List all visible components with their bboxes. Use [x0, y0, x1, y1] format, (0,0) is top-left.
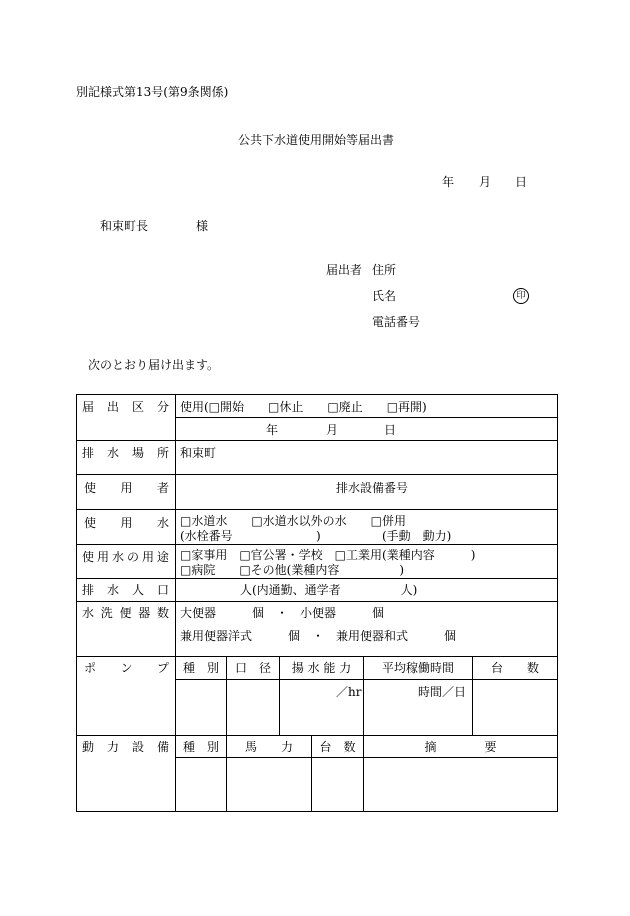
water-type-options: □水道水 □水道水以外の水 □併用	[180, 514, 407, 528]
label-water: 使 用 水	[84, 516, 169, 530]
label-power: 動 力 設 備	[82, 740, 169, 754]
purpose-options-line2: □病院 □その他(業種内容 )	[180, 563, 405, 577]
toilets-line1: 大便器 個 ・ 小便器 個	[180, 606, 385, 620]
notify-type-options: 使用(□開始 □休止 □廃止 □再開)	[180, 400, 427, 414]
date-month-label: 月	[479, 175, 492, 189]
pump-header-capacity: 揚 水 能 力	[291, 661, 352, 675]
pump-header-hours: 平均稼働時間	[381, 661, 454, 675]
phone-label: 電話番号	[372, 315, 421, 329]
label-notify-type: 届 出 区 分	[82, 400, 169, 414]
notify-month-label: 月	[326, 423, 339, 437]
water-pump-type: (手動 動力)	[382, 529, 452, 543]
label-population: 排 水 人 口	[82, 583, 169, 597]
power-header-type: 種 別	[182, 740, 219, 754]
population-value: 人(内通勤、通学者 人)	[240, 583, 418, 597]
address-label: 住所	[372, 263, 397, 277]
pump-capacity-unit: ／hr	[336, 685, 362, 699]
label-user: 使 用 者	[84, 481, 169, 495]
toilets-line2: 兼用便器洋式 個 ・ 兼用便器和式 個	[180, 629, 457, 643]
pump-hours-unit: 時間／日	[418, 685, 467, 699]
notify-year-label: 年	[266, 423, 279, 437]
water-tap-number-close: )	[316, 529, 321, 543]
applicant-label: 届出者	[326, 263, 363, 277]
intro-text: 次のとおり届け出ます。	[88, 358, 220, 372]
power-header-count: 台 数	[319, 740, 356, 754]
pump-header-count: 台 数	[490, 661, 539, 675]
date-day-label: 日	[515, 175, 528, 189]
date-year-label: 年	[442, 175, 455, 189]
addressee-honorific: 様	[196, 219, 209, 233]
notify-day-label: 日	[384, 423, 397, 437]
form-reference: 別記様式第13号(第9条関係)	[76, 85, 229, 99]
label-toilets: 水 洗 便 器 数	[82, 606, 169, 620]
label-purpose: 使 用 水 の 用 途	[82, 550, 169, 564]
power-header-horsepower: 馬 力	[244, 740, 293, 754]
name-label: 氏名	[372, 289, 397, 303]
pump-header-type: 種 別	[182, 661, 219, 675]
purpose-options-line1: □家事用 □官公署・学校 □工業用(業種内容 )	[180, 548, 476, 562]
addressee: 和束町長	[100, 219, 149, 233]
pump-header-diameter: 口 径	[234, 661, 271, 675]
drain-place-value: 和束町	[180, 446, 217, 460]
seal-mark: 印	[513, 288, 529, 304]
power-header-remarks: 摘 要	[424, 740, 497, 754]
document-title: 公共下水道使用開始等届出書	[238, 133, 395, 147]
water-tap-number-label: (水栓番号	[180, 529, 233, 543]
facility-number-label: 排水設備番号	[336, 481, 409, 495]
label-pump: ポ ン プ	[84, 661, 169, 675]
label-drain-place: 排 水 場 所	[82, 446, 169, 460]
